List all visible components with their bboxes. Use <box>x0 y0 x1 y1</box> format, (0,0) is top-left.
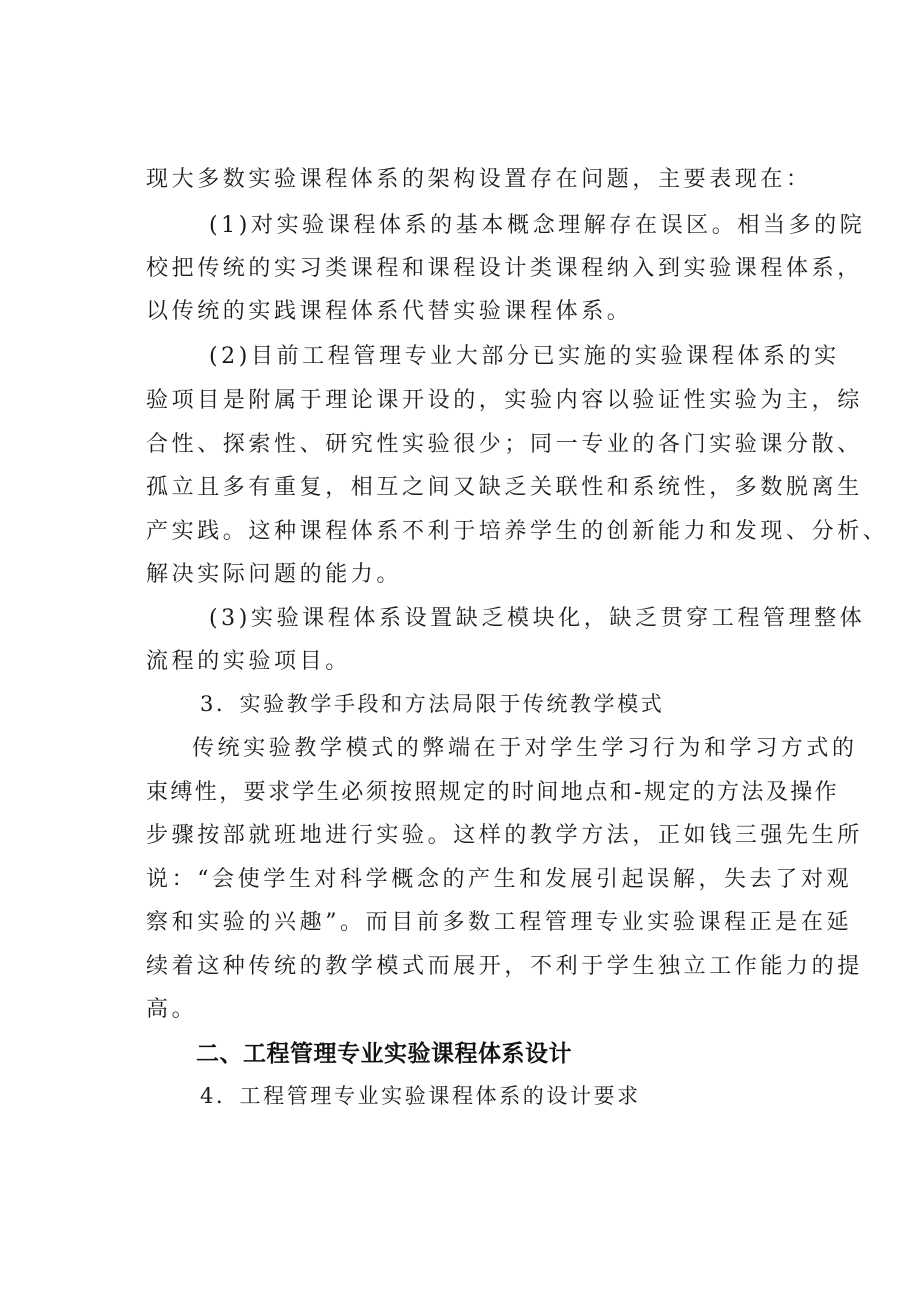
section-subheading: 4．工程管理专业实验课程体系的设计要求 <box>200 1084 641 1108</box>
paragraph-line: 说：“会使学生对科学概念的产生和发展引起误解，失去了对观 <box>146 867 853 892</box>
paragraph-line: (1)对实验课程体系的基本概念理解存在误区。相当多的院 <box>209 213 866 238</box>
paragraph-line: 束缚性，要求学生必须按照规定的时间地点和-规定的方法及操作 <box>146 780 840 805</box>
paragraph-line: (3)实验课程体系设置缺乏模块化，缺乏贯穿工程管理整体 <box>209 606 866 631</box>
section-heading: 二、工程管理专业实验课程体系设计 <box>196 1041 572 1067</box>
paragraph-line: 产实践。这种课程体系不利于培养学生的创新能力和发现、分析、 <box>146 519 889 544</box>
paragraph-line: 现大多数实验课程体系的架构设置存在问题，主要表现在： <box>146 167 812 192</box>
paragraph-line: 察和实验的兴趣”。而目前多数工程管理专业实验课程正是在延 <box>146 910 853 935</box>
paragraph-line: 以传统的实践课程体系代替实验课程体系。 <box>146 299 633 324</box>
paragraph-line: 合性、探索性、研究性实验很少；同一专业的各门实验课分散、 <box>146 432 863 457</box>
paragraph-line: 步骤按部就班地进行实验。这样的教学方法，正如钱三强先生所 <box>146 823 863 848</box>
paragraph-line: 续着这种传统的教学模式而展开，不利于学生独立工作能力的提 <box>146 954 863 979</box>
paragraph-line: 验项目是附属于理论课开设的，实验内容以验证性实验为主，综 <box>146 388 863 413</box>
paragraph-line: 孤立且多有重复，相互之间又缺乏关联性和系统性，多数脱离生 <box>146 475 863 500</box>
paragraph-line: 流程的实验项目。 <box>146 649 351 674</box>
paragraph-line: 传统实验教学模式的弊端在于对学生学习行为和学习方式的 <box>192 736 858 761</box>
paragraph-line: 校把传统的实习类课程和课程设计类课程纳入到实验课程体系， <box>146 256 863 281</box>
paragraph-line: 解决实际问题的能力。 <box>146 562 403 587</box>
section-subheading: 3．实验教学手段和方法局限于传统教学模式 <box>200 692 665 716</box>
paragraph-line: (2)目前工程管理专业大部分已实施的实验课程体系的实 <box>209 344 840 369</box>
paragraph-line: 高。 <box>146 997 198 1022</box>
